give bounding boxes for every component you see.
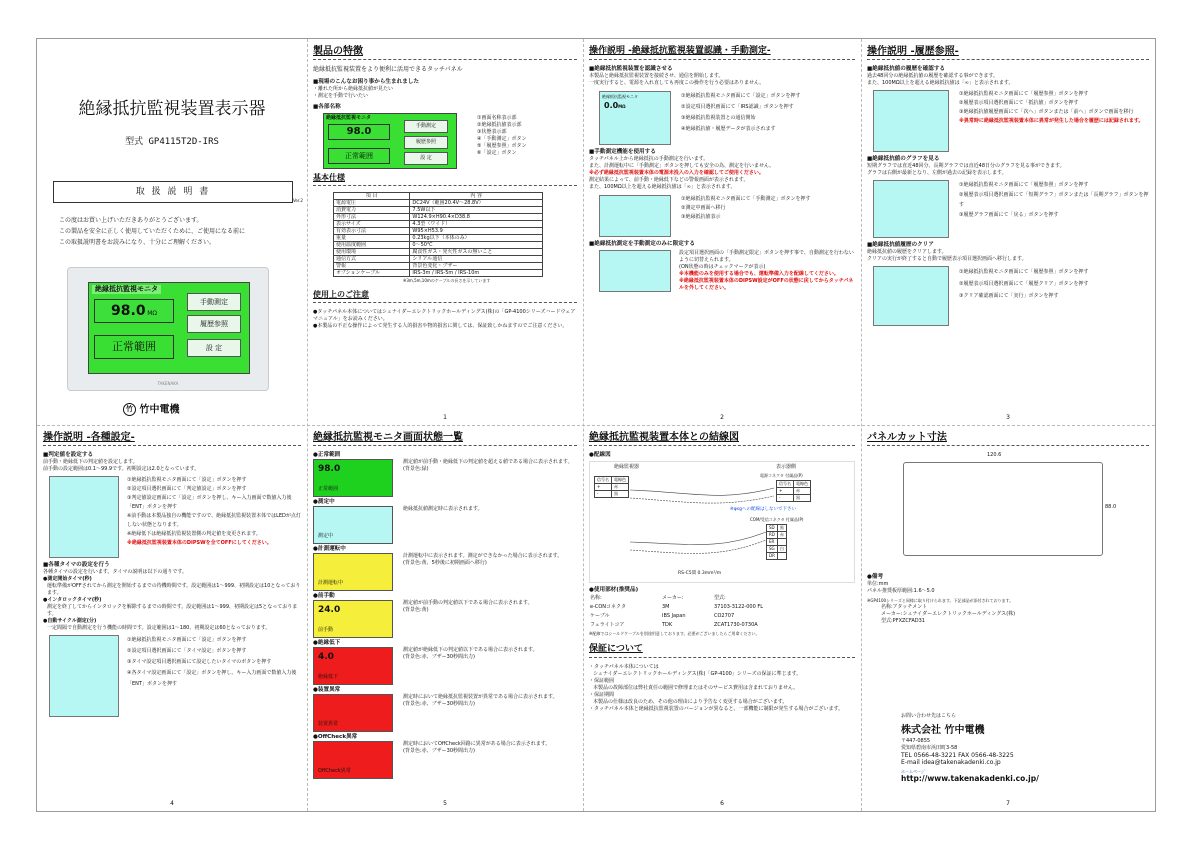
com-pin-table: SD 黒 RD 赤 ER SG 白 DR [766,524,787,560]
state-screen: 24.0 前手動 [313,600,393,638]
page-3: 操作説明 -履歴参照- ■絶縁抵抗値の履歴を確認する 過去48回分の絶縁抵抗値の履歴を確認する事ができます。 また、100MΩ以上を超える絶縁抵抗値は「∞」と表示されます。 ①絶縁抵抗監視モニタ画面にて「履歴参照」ボタンを押す ②履歴表示項目選択画面にて「抵抗値」ボタンを押す ③絶縁抵抗値履歴画面にて「次へ」ボタンまたは「前へ」ボタンで画面を移行 ※異常時に絶縁抵抗監視装置本体に異常が発生した場合を履歴には記録されます。 ■絶縁抵抗値のグラフを見る 短期グラフでは直近48回分、長期グラフでは直近48日分のグラフを見る事ができます。 グラフは右側が最新となり、左側が過去の記録を表示します。 ①絶縁抵抗監視モニタ画面にて「履歴参照」ボタンを押す ②履歴表示項目選択画面にて「短期グラフ」ボタンまたは「長期グラフ」ボタンを押す ③履歴グラフ画面にて「戻る」ボタンを押す ■絶縁抵抗値履歴のクリア 絶縁抵抗値の履歴をクリアします。 クリアの実行が終了すると自動で履歴表示項目選択画面へ移行します。 ①絶縁抵抗監視モニタ画面にて「履歴参照」ボタンを押す ②履歴表示項目選択画面にて「履歴クリア」ボタンを押す ③クリア確認画面にて「実行」ボタンを押す 3 [861,39,1155,425]
parts-diagram [313,111,577,169]
spec-row: オプションケーブル IRS-3m / IRS-5m / IRS-10m [334,270,543,277]
page-number: 6 [720,800,724,807]
device-unit: MΩ [147,310,157,317]
manual-sheet [36,38,1156,812]
page-2-title: 操作説明 -絶縁抵抗監視装置認識・手動測定- [589,45,855,60]
company-logo: 竹 竹中電機 [123,403,179,416]
contact-block: お問い合わせ先はこちら 株式会社 竹中電機 〒447-0855 愛知県碧南市浜田町3-58 TEL 0566-48-3221 FAX 0566-48-3225 E-mail idea@takenakadenki.co.jp ホームページ http://www.takenakadenki.co.jp/ [901,713,1039,783]
disp-pin-table: 信号名 電線色 + 赤 - 黒 [776,480,811,502]
wire-lines [590,462,861,582]
cover-model: 型式 GP4115T2D-IRS [125,137,219,147]
history-button[interactable]: 履歴参照 [187,315,241,333]
state-list [313,452,577,779]
parts-row: フェライトコア TDK ZCAT1730-0730A [590,622,758,628]
state-screen: 4.0 絶縁低下 [313,647,393,685]
parts-legend: ①画面名称表示部 ②絶縁抵抗値表示部 ③状態表示部 ④「手動測定」ボタン ⑤「履歴参照」ボタン ⑥「設定」ボタン [477,115,527,156]
device-brand: TAKENAKA [157,381,179,386]
page-number: 2 [720,414,724,421]
parts-table: 名称: メーカー: 型式: e-CONコネクタ 3M 37103-3122-000 FL ケーブル IBS Japan CO2707 フェライトコア TDK ZCAT1730-0730A [590,595,764,628]
page-number: 4 [170,800,174,807]
page-3-title: 操作説明 -履歴参照- [867,45,1149,60]
homepage-link[interactable]: http://www.takenakadenki.co.jp/ [901,774,1039,783]
spec-row: 警報 背景色変化・ブザー [334,263,543,270]
panel-cut-drawing [867,452,1149,560]
page-1: 製品の特徴 絶縁抵抗監視装置をより便利に活用できるタッチパネル ■現場のこんなお困り事から生まれました ・離れた所から絶縁抵抗値が見たい ・測定を手動で行いたい ■各部名称 絶縁抵抗監視モニタ 98.0 正常範囲 手動測定 履歴参照 設 定 ①画面名称表示部 ②絶縁抵抗値表示部 ③状態表示部 ④「手動測定」ボタン ⑤「履歴参照」ボタン ⑥「設定」ボタン 基本仕様 項 目 内 容 電源電圧 DC24V（範囲20.4V〜28.8V） 消費電力 7.5W以下 外形寸法 W124.9×H90.4×D38.8 表示サイズ 4.3型（ワイド） 有効表示寸法 W95×H53.9 重量 0.23kg以下（本体のみ） 使用温度範囲 0〜50℃ 使用環境 腐食性ガス・発火性ガスの無いこと 通信方式 シリアル通信 警報 背景色変化・ブザー オプションケーブル IRS-3m / IRS-5m / IRS-10m ※3m,5m,10mのケーブルの長さを示しています 使用上のご注意 ●タッチパネル本体についてはシュナイダーエレクトリックホールディングス(株)の「GP-4100シリーズハードウェアマニュアル」をお読みください。 ●本製品の不正な操作によって発生する人的損害や物的損害に関しては、保証致しかねますのでご注意ください。 1 [307,39,583,425]
page-4-title: 操作説明 -各種設定- [43,431,301,446]
state-screen: 測定中 [313,506,393,544]
caution-title: 使用上のご注意 [313,288,577,303]
manual-measure-thumb [599,195,671,237]
page-1-title: 製品の特徴 [313,45,577,60]
spec-title: 基本仕様 [313,171,577,186]
logo-mark-icon: 竹 [123,403,136,416]
state-item: ●測定中 測定中 絶縁抵抗値測定時に表示されます。 [313,499,577,544]
cover-panel [37,39,307,425]
graph-thumb [873,180,949,238]
state-item: ●絶縁低下 4.0 絶縁低下 測定値が絶縁低下の判定値以下である場合に表示されます。 (背景色:赤、ブザー30秒間出力) [313,640,577,685]
state-screen: OffCheck異常 [313,741,393,779]
wiring-diagram: 絶縁監視器 表示器側 電源コネクタ 付属品(P) 信号名 電線色 + 赤 - 黒 信号名 電線色 + 赤 - 黒 ※φsgへの配線はしないで下さい COM/受信コネクタ 付属品(P) SD 黒 RD 赤 ER SG 白 DR RS-C5間 0.3mm²/m [589,461,855,583]
page-number: 3 [1006,414,1010,421]
dim-width: 120.6 [987,452,1002,458]
settings-button[interactable]: 設 定 [187,339,241,357]
warranty-title: 保証について [589,643,855,658]
spec-row: 外形寸法 W124.9×H90.4×D38.8 [334,214,543,221]
page-number: 1 [443,414,447,421]
page-7-title: パネルカット寸法 [867,431,1149,446]
dim-height: 88.0 [1105,504,1117,510]
page-6: 絶縁抵抗監視装置本体との結線図 ●配線図 絶縁監視器 表示器側 電源コネクタ 付属品(P) 信号名 電線色 + 赤 - 黒 信号名 電線色 + 赤 - 黒 ※φsgへの配線はしないで下さい COM/受信コネクタ 付属品(P) SD 黒 RD 赤 ER SG 白 DR RS-C5間 0.3mm²/m ●使用部材(推奨品) 名称: メーカー: 型式: e-CONコネクタ 3M 37103-3122-000 FL ケーブル IBS Japan CO2707 フェライトコア TDK ZCAT1730-0730A ※配線ではシールドケーブルを別途用意しております。必要がございましたらご用命ください。 保証について ・タッチパネル本体については シュナイダーエレクトリックホールディングス(株)「GP-4100」シリーズの保証に準じます。 ・保証範囲 本製品の故障部位は弊社責任の範囲で修理またはそのサービス費用は含まれておりません。 ・保証期間 本製品の仕様は改良のため、その他の理由により予告なく変更する場合がございます。 ・タッチパネル本体と絶縁抵抗監視装置のバージョンが異なると、一部機能に制限が発生する場合がございます。 6 [583,425,861,811]
spec-table: 項 目 内 容 電源電圧 DC24V（範囲20.4V〜28.8V） 消費電力 7.5W以下 外形寸法 W124.9×H90.4×D38.8 表示サイズ 4.3型（ワイド） 有効表示寸法 W95×H53.9 重量 0.23kg以下（本体のみ） 使用温度範囲 0〜50℃ 使用環境 腐食性ガス・発火性ガスの無いこと 通信方式 シリアル通信 警報 背景色変化・ブザー オプションケーブル IRS-3m / IRS-5m / IRS-10m [333,192,543,277]
manual-only-thumb [599,250,671,292]
parts-screen: 絶縁抵抗監視モニタ 98.0 正常範囲 手動測定 履歴参照 設 定 [323,113,457,169]
spec-row: 使用環境 腐食性ガス・発火性ガスの無いこと [334,249,543,256]
spec-row: 有効表示寸法 W95×H53.9 [334,228,543,235]
spec-row: 通信方式 シリアル通信 [334,256,543,263]
state-screen: 計測運転中 [313,553,393,591]
manual-measure-button[interactable]: 手動測定 [187,293,241,311]
spec-row: 重量 0.23kg以下（本体のみ） [334,235,543,242]
page-number: 5 [443,800,447,807]
version-label: Ver.2 [293,198,303,203]
device-screen-title: 絶縁抵抗監視モニタ [92,285,161,294]
page-number: 7 [1006,800,1010,807]
page-7: パネルカット寸法 120.6 88.0 ●備考 単位:mm パネル推奨板厚範囲:1.6〜5.0 ※GP4100シリーズと同様に取り付けられます。下記部品が添付されております。 名称:アタッチメント メーカー:シュナイダーエレクトリックホールディングス(株) 型式:PFXZCFAD31 お問い合わせ先はこちら 株式会社 竹中電機 〒447-0855 愛知県碧南市浜田町3-58 TEL 0566-48-3221 FAX 0566-48-3225 E-mail idea@takenakadenki.co.jp ホームページ http://www.takenakadenki.co.jp/ 7 [861,425,1155,811]
parts-row: ケーブル IBS Japan CO2707 [590,613,735,619]
spec-row: 表示サイズ 4.3型（ワイド） [334,221,543,228]
device-value: 98.0 [111,303,146,319]
device-value-box [94,299,174,323]
page-5 [307,425,583,811]
device-screen [88,282,250,374]
manual-box [53,181,293,203]
spec-row: 電源電圧 DC24V（範囲20.4V〜28.8V） [334,200,543,207]
state-item: ●OffCheck異常 OffCheck異常 測定時においてOffCheck回路に異常がある場合に表示されます。 (背景色:赤、ブザー30秒間出力) [313,734,577,779]
device-status-box [94,335,174,359]
cover-title: 絶縁抵抗監視装置表示器 [78,99,266,119]
state-item: ●装置異常 装置異常 測定時において絶縁抵抗監視装置が異常である場合に表示されます。 (背景色:赤、ブザー30秒間出力) [313,687,577,732]
monitor-thumb: 絶縁抵抗監視モニタ 0.0MΩ [599,91,671,145]
manual-label: 取 扱 説 明 書 [135,187,211,197]
page-2: 操作説明 -絶縁抵抗監視装置認識・手動測定- ■絶縁抵抗監視装置を認識させる 本製品と絶縁抵抗監視装置を接続させ、通信を開始します。 一度実行すると、電源を入れ直しても再度この操作を行う必要はありません。 絶縁抵抗監視モニタ 0.0MΩ ①絶縁抵抗監視モニタ画面にて「設定」ボタンを押す ②設定項目選択画面にて「IRS認識」ボタンを押す ③絶縁抵抗監視装置との通信開始 ④絶縁抵抗値・履歴データが表示されます ■手動測定機能を使用する タッチパネル上から絶縁抵抗の手動測定を行います。 また、計測運転中に「手動測定」ボタンを押しても安全の為、測定を行いません。 ※必ず絶縁抵抗監視装置本体の電源未投入の入力を確認してご使用ください。 測定結果によって、前手動・絶縁低下などの警報画面が表示されます。 また、100MΩ以上を超える絶縁抵抗値は「∞」と表示されます。 ①絶縁抵抗監視モニタ画面にて「手動測定」ボタンを押す ②測定中画面へ移行 ③絶縁抵抗値表示 ■絶縁抵抗測定を手動測定のみに限定する 設定項目選択画面の「手動測定限定」ボタンを押す事で、自動測定を行わないように切替えられます。 (ON状態の時はチェックマークが表示) ※本機能のみを使用する場合でも、運転準備入力を配線してください。 ※絶縁抵抗監視装置本体のDIPSW設定がOFFの状態に戻してからタッチパネルを外してください。 2 [583,39,861,425]
state-item: ●正常範囲 98.0 正常範囲 測定値が前手動・絶縁低下の判定値を超える値である場合に表示されます。 (背景色:緑) [313,452,577,497]
parts-row: e-CONコネクタ 3M 37103-3122-000 FL [590,604,764,610]
state-item: ●計測運転中 計測運転中 計測運転中に表示されます。測定ができなかった場合に表示されます。 (背景色:黄、5秒後に初期画面へ移行) [313,546,577,591]
spec-row: 使用温度範囲 0〜50℃ [334,242,543,249]
history-thumb [873,90,949,152]
state-screen: 98.0 正常範囲 [313,459,393,497]
irs-pin-table: 信号名 電線色 + 赤 - 黒 [594,476,629,498]
spec-row: 消費電力 7.5W以下 [334,207,543,214]
cutout-rect [903,462,1103,556]
timer-thumb [49,635,119,717]
state-item: ●前手動 24.0 前手動 測定値が前手動の判定値以下である場合に表示されます。 (背景色:黄) [313,593,577,638]
clear-thumb [873,266,949,326]
page-4: 操作説明 -各種設定- ■判定値を設定する 前手動・絶縁低下の判定値を設定します。 前手動の設定範囲は0.1〜99.9です。初期設定は2.0となっています。 ①絶縁抵抗監視モニタ画面にて「設定」ボタンを押す ②設定項目選択画面にて「判定値設定」ボタンを押す ③判定値設定画面にて「設定」ボタンを押し、キー入力画面で数値入力後「ENT」ボタンを押す ※前手動は本製品独自の機能ですので、絶縁抵抗監視装置本体ではLEDが点灯しない状態となります。 ※絶縁低下は絶縁抵抗監視装置側の判定値を変更されます。 ※絶縁抵抗監視装置本体のDIPSWを全てOFFにしてください。 ■各種タイマの設定を行う 各種タイマの設定を行います。タイマの説明は以下の通りです。 ●測定開始タイマ(秒) 運転準備がOFFされてから測定を開始するまでの待機時間です。設定範囲は1〜999、初期設定は10となっております。 ●インタロックタイマ(秒) 測定を終了してからインタロックを解除するまでの時間です。設定範囲は1〜999、初期設定は5となっております。 ●自動サイクル測定(分) 一定間隔で自動測定を行う機能の時間です。設定範囲は1〜180、初期設定は60となっております。 ①絶縁抵抗監視モニタ画面にて「設定」ボタンを押す ②設定項目選択画面にて「タイマ設定」ボタンを押す ③タイマ設定項目選択画面にて設定したいタイマのボタンを押す ④各タイマ設定画面にて「設定」ボタンを押し、キー入力画面で数値入力後「ENT」ボタンを押す 4 [37,425,307,811]
intro-text: この度はお買い上げいただきありがとうございます。 この製品を安全に正しく使用していただくために、ご使用になる前に この取扱説明書をお読みになり、十分にご理解ください。 [59,217,246,246]
state-screen: 装置異常 [313,694,393,732]
page-6-title: 絶縁抵抗監視装置本体との結線図 [589,431,855,446]
device-status: 正常範囲 [112,340,156,353]
device-illustration [67,267,269,391]
page-5-title: 絶縁抵抗監視モニタ画面状態一覧 [313,431,577,446]
setting-thumb [49,476,119,558]
